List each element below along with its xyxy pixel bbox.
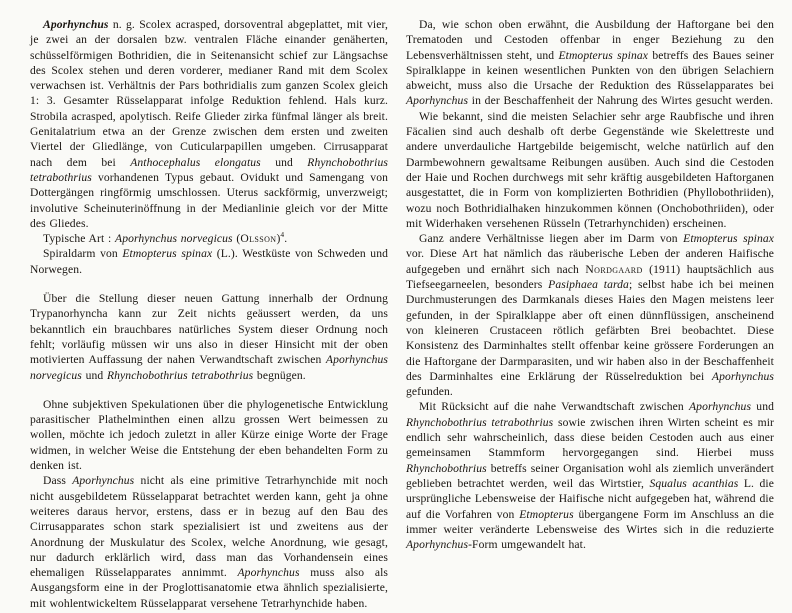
text-run: Wie bekannt, sind die meisten Selachier sehr arge Raubfische und ihren Fäcalien sind auch deshalb oft derbe Gegenstände wie Skelettreste und andere unverdauliche Hartgebilde beigemischt, welche natürlich auf den Darmbewohnern gewaltsame Reibungen ausüben. Auch sind die Cestoden der Haie und Rochen durchwegs mit sehr kräftig ausgebildeten Haftorganen ausgestattet, die in Form von komplizierten Bothridien (Phyllobothriiden), wozu noch Bothridialhaken hinzukommen können (Onchobothriiden), oder mit Widerhaken versehenen Rüsseln (Tetrarhynchiden) erscheinen. xyxy=(406,109,774,230)
text-run: -Form umgewandelt hat. xyxy=(468,538,586,552)
italic-text-run: Aporhynchus norvegicus xyxy=(115,232,233,246)
text-run: Dass xyxy=(43,474,73,488)
italic-text-run: Etmopterus spinax xyxy=(122,247,213,261)
text-column-right xyxy=(406,17,774,552)
text-run: betreffs des Baues seiner Spiralklappe in keinen wesentlichen Punkten von den übrigen Selachiern abweicht, muss also die Ursache der Reduktion des Rüsselapparates bei xyxy=(406,48,774,93)
paragraph xyxy=(30,397,388,473)
paragraph xyxy=(406,399,774,552)
text-run: ( xyxy=(232,232,241,246)
text-run: nicht als eine primitive Tetrarhynchide mit noch nicht ausgebildetem Rüsselapparat betrachtet werden kann, geht ja ohne weiteres daraus hervor, erstens, dass er in bezug auf den Bau des Cirrusapparates schon stark spezialisiert ist und zweitens aus der Anordnung der Muskulatur des Scolex, welche Anordnung, wie gesagt, nur dadurch erklärlich wird, dass man das Vorhandensein eines ehemaligen Rüsselapparates annimmt. xyxy=(30,474,388,580)
text-run: Da, wie schon oben erwähnt, die Ausbildung der Haftorgane bei den Trematoden und Cestoden offenbar in enger Beziehung zu den Lebensverhältnissen steht, und xyxy=(406,18,774,62)
text-run: Ohne subjektiven Spekulationen über die phylogenetische Entwicklung parasitischer Plathelminthen einen allzu grossen Wert beimessen zu wollen, möchte ich jedoch zuletzt in aller Kürze einige Worte der Frage widmen, in welcher Weise die Entstehung der eben behandelten Form zu denken ist. xyxy=(30,397,388,473)
bold-italic-text-run: Aporhynchus xyxy=(43,18,109,31)
text-run: übergangene Form im Anschluss an die immer weiter veränderte Lebensweise des Wirtes sich in die reduzierte xyxy=(406,507,774,536)
italic-text-run: Pasiphaea tarda xyxy=(548,278,629,292)
italic-text-run: Aporhynchus xyxy=(711,369,774,383)
text-run: und xyxy=(751,400,774,414)
italic-text-run: Etmopterus spinax xyxy=(558,48,649,62)
text-run: n. g. Scolex acrasped, dorsoventral abgeplattet, mit vier, je zwei an der dorsalen bzw. ventralen Fläche einander genäherten, schüsselförmigen Bothridien, die in Seitenansicht schief zur Längsachse des Scolex stehen und deren vorderer, medianer Rand mit dem Scolex verwachsen ist. Verhältnis der Pars bothridialis zum ganzen Scolex gleich 1: 3. Gesamter Rüsselapparat infolge Reduktion fehlend. Hals kurz. Strobila acrasped, apolytisch. Reife Glieder zirka fünfmal länger als breit. Genitalatrium etwa an der Grenze zwischen dem ersten und zweiten Viertel der Gliedlänge, von Cuticularpapillen umgeben. Cirrusapparat nach dem bei xyxy=(30,18,388,169)
text-run: begnügen. xyxy=(253,368,306,382)
small-caps-text-run: Nordgaard xyxy=(585,262,643,276)
superscript-text-run: 4 xyxy=(280,230,285,240)
text-run: Ganz andere Verhältnisse liegen aber im Darm von xyxy=(419,232,684,246)
italic-text-run: Squalus acanthias xyxy=(649,476,739,490)
text-run: vor. Diese Art hat nämlich das räuberische Leben der anderen Haifische aufgegeben und ernährt sich nach xyxy=(406,247,774,276)
text-run: Typische Art : xyxy=(43,232,116,246)
italic-text-run: Aporhynchus xyxy=(406,538,469,552)
small-caps-text-run: Olsson xyxy=(240,232,277,246)
text-run: L. die ursprüngliche Lebensweise der Haifische nicht aufgegeben hat, während die auf die Vorfahren von xyxy=(406,476,774,521)
text-run: gefunden. xyxy=(406,385,453,399)
paragraph xyxy=(30,246,388,277)
text-column-left xyxy=(30,17,388,611)
text-run: ) xyxy=(276,232,281,246)
text-run: vorhandenen Typus gebaut. Ovidukt und Samengang von Dottergängen ringförmig umschlossen. Uterus sackförmig, unverzweigt; involutive Scheinuterinöffnung in der Medianlinie gleich vor der Mitte des Gliedes. xyxy=(30,170,388,230)
text-run: sowie zwischen ihren Wirten scheint es mir endlich sehr wahrscheinlich, dass diese beiden Cestoden auch aus einer gemeinsamen Stammform hervorgegangen sind. Hierbei muss xyxy=(406,415,774,460)
text-run: Über die Stellung dieser neuen Gattung innerhalb der Ordnung Trypanorhyncha kann zur Zeit nichts geäussert werden, da uns bekanntlich ein brauchbares natürliches System dieser Ordnung noch fehlt; vorläufig müssen wir uns also in dieser Hinsicht mit der oben motivierten Auffassung der nahen Verwandtschaft zwischen xyxy=(30,292,388,367)
paragraph xyxy=(406,109,774,231)
paragraph xyxy=(30,17,388,231)
italic-text-run: Aporhynchus xyxy=(237,566,300,580)
paragraph xyxy=(30,473,388,611)
text-run: betreffs seiner Organisation wohl als ziemlich unverändert geblieben betrachtet werden, weil das Wirtstier, xyxy=(406,461,774,490)
paragraph xyxy=(30,231,388,246)
italic-text-run: Rhynchobothrius xyxy=(406,461,487,475)
paragraph xyxy=(406,231,774,399)
text-run: Spiraldarm von xyxy=(43,247,123,261)
text-run: (L.). Westküste von Schweden und Norwegen. xyxy=(30,247,388,276)
italic-text-run: Etmopterus xyxy=(519,507,574,521)
text-run: (1911) hauptsächlich aus Tiefseegarneelen, besonders xyxy=(406,262,775,292)
text-run: in der Beschaffenheit der Nahrung des Wirtes gesucht werden. xyxy=(468,94,774,108)
text-run: ; selbst habe ich bei meinen Durchmusterungen des Darmkanals dieses Haies den Magen meistens leer gefunden, in der Spiralklappe aber oft einen dünnflüssigen, anscheinend von kleineren Crustaceen rötlich gefärbten Brei beobachtet. Diese Konsistenz des Darminhaltes stellt offenbar keine grössere Forderungen an die Haftorgane der Darmparasiten, und wir haben also in der Beschaffenheit des Darminhaltes eine Erklärung der Rüsselreduktion bei xyxy=(406,278,774,383)
italic-text-run: Aporhynchus xyxy=(72,474,135,488)
text-run: Mit Rücksicht auf die nahe Verwandtschaft zwischen xyxy=(419,400,689,414)
italic-text-run: Anthocephalus elongatus xyxy=(130,155,261,169)
text-run: und xyxy=(260,155,308,169)
italic-text-run: Rhynchobothrius tetrabothrius xyxy=(106,368,254,382)
paragraph xyxy=(406,17,774,109)
paragraph xyxy=(30,291,388,383)
italic-text-run: Rhynchobothrius tetrabothrius xyxy=(30,155,388,184)
text-run: und xyxy=(81,368,107,382)
italic-text-run: Aporhynchus xyxy=(406,94,469,108)
italic-text-run: Rhynchobothrius tetrabothrius xyxy=(406,415,554,429)
italic-text-run: Aporhynchus xyxy=(689,400,752,414)
italic-text-run: Etmopterus spinax xyxy=(683,232,774,246)
italic-text-run: Aporhynchus norvegicus xyxy=(30,353,388,382)
text-run: muss also als Ausgangsform eine in der Proglottisanatomie etwa ähnlich spezialisierte, mit wohlentwickeltem Rüsselapparat versehene Tetrarhynchide haben. xyxy=(30,566,388,610)
text-run: . xyxy=(284,232,288,246)
